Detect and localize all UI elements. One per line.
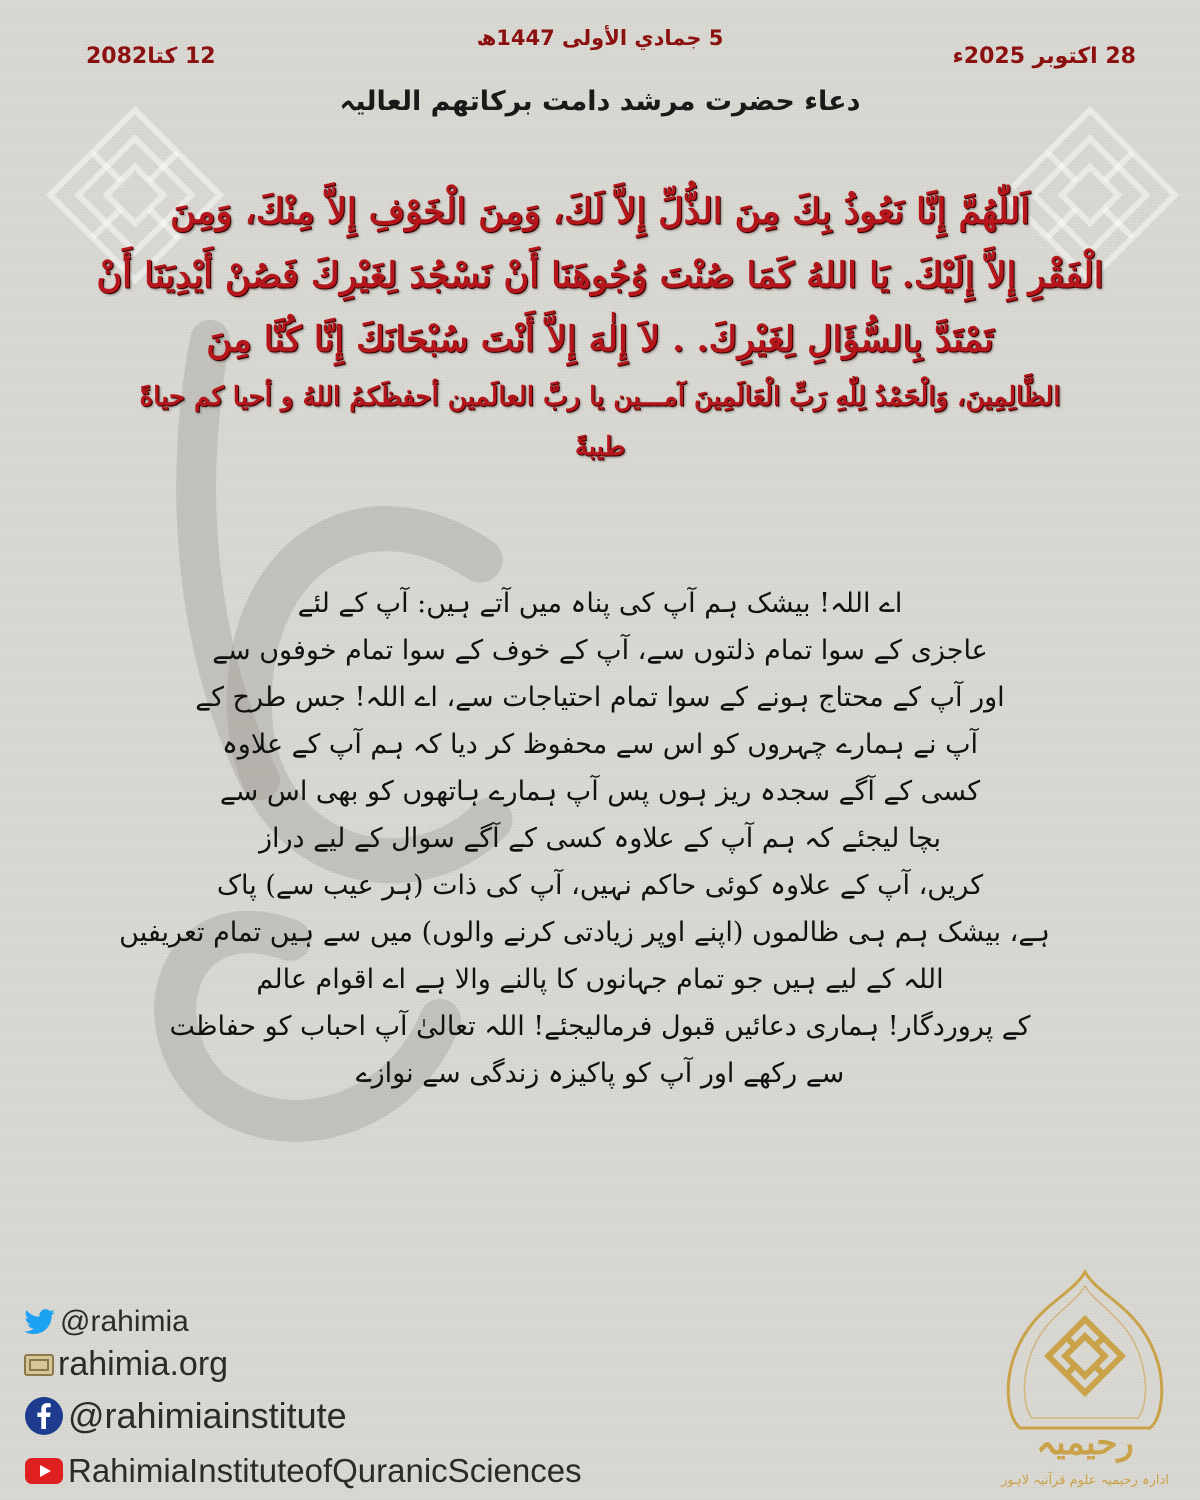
urdu-line: کے پروردگار! ہماری دعائیں قبول فرمالیجئے! اللہ تعالیٰ آپ احباب کو حفاظت (169, 1011, 1031, 1042)
urdu-line: اور آپ کے محتاج ہونے کے سوا تمام احتیاجات سے، اے اللہ! جس طرح کے (195, 682, 1005, 713)
facebook-handle: @rahimiainstitute (68, 1395, 347, 1436)
urdu-line: ہے، بیشک ہم ہی ظالموں (اپنے اوپر زیادتی کرنے والوں) میں سے ہیں تمام تعریفیں (119, 917, 1050, 948)
urdu-line: سے رکھے اور آپ کو پاکیزہ زندگی سے نوازے (355, 1058, 845, 1089)
urdu-line: بچا لیجئے کہ ہم آپ کے علاوہ کسی کے آگے سوال کے لیے دراز (258, 823, 942, 854)
arabic-line: الْفَقْرِ إِلاَّ إِلَيْكَ. يَا اللهُ كَمَا صُنْتَ وُجُوهَنَا أَنْ نَسْجُدَ لِغَيْرِكَ فَصُنْ أَيْدِيَنَا أَنْ (96, 255, 1104, 296)
facebook-icon (24, 1396, 64, 1436)
youtube-icon (24, 1457, 64, 1485)
website-link[interactable] (24, 1345, 228, 1384)
page-title: دعاء حضرت مرشد دامت برکاتھم العالیہ (339, 86, 861, 117)
hijri-date: 5 جمادي الأولی 1447ھ (476, 26, 724, 50)
facebook-link[interactable] (24, 1395, 347, 1437)
arabic-line: الظَّالِمِينَ، وَالْحَمْدُ لِلّٰهِ رَبِّ الْعَالَمِينَ آمـــين يا ربَّ العالَمين أحفظَكمُ اللهُ و أحيا كم حياةً (139, 382, 1061, 412)
urdu-line: آپ نے ہمارے چہروں کو اس سے محفوظ کر دیا کہ ہم آپ کے علاوہ (221, 729, 979, 760)
urdu-line: اے اللہ! بیشک ہم آپ کی پناہ میں آتے ہیں: آپ کے لئے (297, 588, 903, 619)
logo-subtitle: ادارہ رحیمیہ علوم قرآنیہ لاہور (1001, 1473, 1169, 1488)
twitter-handle: @rahimia (60, 1305, 189, 1338)
arabic-line: تَمْتَدَّ بِالسُّؤَالِ لِغَيْرِكَ. . لاَ إِلٰهَ إِلاَّ أَنْتَ سُبْحَانَكَ إِنَّا كُنَّا مِنَ (206, 319, 994, 360)
hindu-calendar-date: 12 کتا2082 (86, 44, 216, 69)
arabic-line: اَللّٰهُمَّ إِنَّا نَعُوذُ بِكَ مِنَ الذُّلِّ إِلاَّ لَكَ، وَمِنَ الْخَوْفِ إِلاَّ مِنْكَ، وَمِنَ (170, 191, 1030, 232)
logo-name: رحیمیہ (1036, 1423, 1134, 1463)
arabic-line: طيبةً (574, 432, 626, 462)
urdu-line: کریں، آپ کے علاوہ کوئی حاکم نہیں، آپ کی ذات (ہر عیب سے) پاک (216, 870, 984, 901)
website-url: rahimia.org (58, 1345, 229, 1383)
arabic-dua (70, 180, 1130, 472)
rahimia-logo (1000, 1268, 1170, 1493)
urdu-line: اللہ کے لیے ہیں جو تمام جہانوں کا پالنے والا ہے اے اقوام عالم (256, 964, 944, 995)
youtube-link[interactable] (24, 1452, 582, 1490)
urdu-line: عاجزی کے سوا تمام ذلتوں سے، آپ کے خوف کے سوا تمام خوفوں سے (212, 635, 988, 666)
twitter-icon (24, 1308, 56, 1336)
gregorian-date: 28 اکتوبر 2025ء (952, 44, 1136, 69)
youtube-channel: RahimiaInstituteofQuranicSciences (68, 1452, 582, 1489)
twitter-link[interactable] (24, 1305, 189, 1339)
urdu-translation (119, 580, 1050, 1097)
web-icon (24, 1353, 54, 1377)
urdu-line: کسی کے آگے سجدہ ریز ہوں پس آپ ہمارے ہاتھوں کو بھی اس سے (219, 776, 981, 807)
